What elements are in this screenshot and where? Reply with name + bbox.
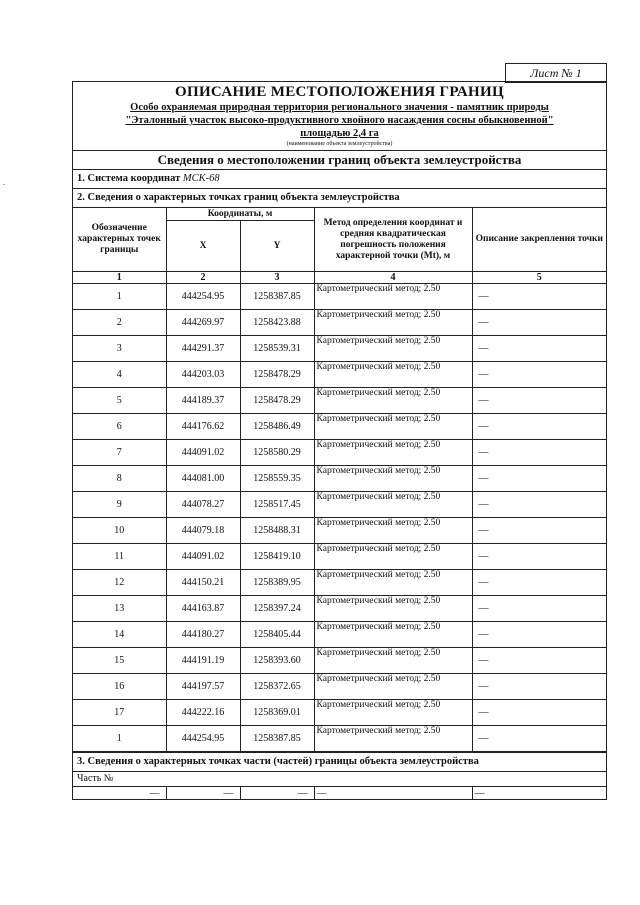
desc-cell: — — [472, 570, 606, 596]
column-numbers — [73, 272, 606, 284]
coord-y: 1258488.31 — [240, 518, 314, 544]
table-row — [73, 544, 606, 570]
coord-x: 444191.19 — [166, 648, 240, 674]
coord-x: 444180.27 — [166, 622, 240, 648]
desc-cell: — — [472, 622, 606, 648]
point-number: 4 — [73, 362, 166, 388]
coord-y: 1258387.85 — [240, 726, 314, 752]
header-x: X — [166, 221, 240, 272]
coord-x: 444079.18 — [166, 518, 240, 544]
point-number: 6 — [73, 414, 166, 440]
subtitle-line-1: Особо охраняемая природная территория регионального значения - памятник природы — [130, 102, 549, 113]
method-cell: Картометрический метод; 2.50 — [314, 544, 472, 570]
point-number: 7 — [73, 440, 166, 466]
header-desc: Описание закрепления точки — [472, 208, 606, 272]
desc-cell: — — [472, 674, 606, 700]
method-cell: Картометрический метод; 2.50 — [314, 622, 472, 648]
col-number: 1 — [73, 272, 166, 284]
desc-cell: — — [472, 284, 606, 310]
point-number: 1 — [73, 284, 166, 310]
header-point: Обозначение характерных точек границы — [73, 208, 166, 272]
table-row — [73, 622, 606, 648]
point-number: 3 — [73, 336, 166, 362]
part-cell: — — [240, 787, 314, 799]
desc-cell: — — [472, 466, 606, 492]
method-cell: Картометрический метод; 2.50 — [314, 570, 472, 596]
coord-y: 1258559.35 — [240, 466, 314, 492]
coord-x: 444222.16 — [166, 700, 240, 726]
table-row — [73, 674, 606, 700]
subtitle-line-3: площадью 2,4 га — [300, 128, 379, 139]
col-number: 5 — [472, 272, 606, 284]
table-row — [73, 726, 606, 752]
point-number: 2 — [73, 310, 166, 336]
method-cell: Картометрический метод; 2.50 — [314, 466, 472, 492]
point-number: 12 — [73, 570, 166, 596]
coord-y: 1258478.29 — [240, 388, 314, 414]
document-frame — [72, 81, 607, 800]
method-cell: Картометрический метод; 2.50 — [314, 700, 472, 726]
desc-cell: — — [472, 414, 606, 440]
point-number: 9 — [73, 492, 166, 518]
coord-x: 444291.37 — [166, 336, 240, 362]
point-number: 13 — [73, 596, 166, 622]
section-1 — [73, 170, 606, 189]
method-cell: Картометрический метод; 2.50 — [314, 518, 472, 544]
coord-y: 1258478.29 — [240, 362, 314, 388]
coord-y: 1258539.31 — [240, 336, 314, 362]
coord-x: 444254.95 — [166, 284, 240, 310]
table-row — [73, 440, 606, 466]
coord-y: 1258423.88 — [240, 310, 314, 336]
section-1-label: 1. Система координат — [77, 173, 181, 184]
point-number: 8 — [73, 466, 166, 492]
desc-cell: — — [472, 596, 606, 622]
desc-cell: — — [472, 518, 606, 544]
coord-x: 444176.62 — [166, 414, 240, 440]
point-number: 5 — [73, 388, 166, 414]
subtitle-note: (наименование объекта землеустройства) — [286, 141, 393, 147]
desc-cell: — — [472, 336, 606, 362]
coord-x: 444091.02 — [166, 440, 240, 466]
point-number: 17 — [73, 700, 166, 726]
method-cell: Картометрический метод; 2.50 — [314, 388, 472, 414]
method-cell: Картометрический метод; 2.50 — [314, 726, 472, 752]
coord-x: 444078.27 — [166, 492, 240, 518]
coord-x: 444203.03 — [166, 362, 240, 388]
coord-x: 444197.57 — [166, 674, 240, 700]
coord-x: 444254.95 — [166, 726, 240, 752]
point-number: 1 — [73, 726, 166, 752]
desc-cell: — — [472, 700, 606, 726]
coord-x: 444150.21 — [166, 570, 240, 596]
coord-y: 1258389.95 — [240, 570, 314, 596]
coord-y: 1258387.85 — [240, 284, 314, 310]
coord-x: 444269.97 — [166, 310, 240, 336]
table-row — [73, 336, 606, 362]
table-row — [73, 310, 606, 336]
coord-x: 444081.00 — [166, 466, 240, 492]
method-cell: Картометрический метод; 2.50 — [314, 414, 472, 440]
header-coords: Координаты, м — [166, 208, 314, 221]
table-row — [73, 518, 606, 544]
subtitle-line-2: "Эталонный участок высоко-продуктивного хвойного насаждения сосны обыкновенной" — [125, 115, 554, 126]
desc-cell: — — [472, 362, 606, 388]
part-table — [73, 787, 606, 799]
table-row — [73, 362, 606, 388]
table-row — [73, 388, 606, 414]
table-row — [73, 414, 606, 440]
point-number: 15 — [73, 648, 166, 674]
table-row — [73, 466, 606, 492]
document-header — [73, 82, 606, 151]
method-cell: Картометрический метод; 2.50 — [314, 674, 472, 700]
table-row — [73, 596, 606, 622]
method-cell: Картометрический метод; 2.50 — [314, 648, 472, 674]
desc-cell: — — [472, 492, 606, 518]
document-title: ОПИСАНИЕ МЕСТОПОЛОЖЕНИЯ ГРАНИЦ — [175, 84, 504, 100]
col-number: 2 — [166, 272, 240, 284]
coord-x: 444163.87 — [166, 596, 240, 622]
desc-cell: — — [472, 648, 606, 674]
table-row — [73, 700, 606, 726]
method-cell: Картометрический метод; 2.50 — [314, 362, 472, 388]
coord-y: 1258419.10 — [240, 544, 314, 570]
part-cell: — — [472, 787, 606, 799]
table-row — [73, 284, 606, 310]
coord-y: 1258372.65 — [240, 674, 314, 700]
desc-cell: — — [472, 726, 606, 752]
margin-mark: . — [3, 178, 5, 187]
part-label: Часть № — [73, 772, 606, 787]
coordinate-system: МСК-68 — [182, 173, 220, 184]
part-cell: — — [314, 787, 472, 799]
coord-y: 1258393.60 — [240, 648, 314, 674]
points-table — [73, 208, 606, 752]
desc-cell: — — [472, 544, 606, 570]
part-cell: — — [166, 787, 240, 799]
method-cell: Картометрический метод; 2.50 — [314, 492, 472, 518]
method-cell: Картометрический метод; 2.50 — [314, 284, 472, 310]
coord-y: 1258369.01 — [240, 700, 314, 726]
method-cell: Картометрический метод; 2.50 — [314, 440, 472, 466]
col-number: 4 — [314, 272, 472, 284]
sheet-number: Лист № 1 — [505, 63, 607, 83]
method-cell: Картометрический метод; 2.50 — [314, 310, 472, 336]
col-number: 3 — [240, 272, 314, 284]
header-method: Метод определения координат и средняя квадратическая погрешность положения характерной точки (Mt), м — [314, 208, 472, 272]
coord-x: 444091.02 — [166, 544, 240, 570]
section-title: Сведения о местоположении границ объекта землеустройства — [73, 151, 606, 170]
point-number: 14 — [73, 622, 166, 648]
coord-y: 1258517.45 — [240, 492, 314, 518]
section-3: 3. Сведения о характерных точках части (частей) границы объекта землеустройства — [73, 752, 606, 772]
desc-cell: — — [472, 388, 606, 414]
point-number: 16 — [73, 674, 166, 700]
coord-y: 1258397.24 — [240, 596, 314, 622]
table-row — [73, 492, 606, 518]
table-row — [73, 648, 606, 674]
coord-y: 1258580.29 — [240, 440, 314, 466]
header-y: Y — [240, 221, 314, 272]
point-number: 10 — [73, 518, 166, 544]
point-number: 11 — [73, 544, 166, 570]
coord-y: 1258405.44 — [240, 622, 314, 648]
desc-cell: — — [472, 440, 606, 466]
section-2: 2. Сведения о характерных точках границ объекта землеустройства — [73, 189, 606, 208]
method-cell: Картометрический метод; 2.50 — [314, 336, 472, 362]
coord-x: 444189.37 — [166, 388, 240, 414]
part-cell: — — [73, 787, 166, 799]
table-row — [73, 570, 606, 596]
coord-y: 1258486.49 — [240, 414, 314, 440]
method-cell: Картометрический метод; 2.50 — [314, 596, 472, 622]
desc-cell: — — [472, 310, 606, 336]
